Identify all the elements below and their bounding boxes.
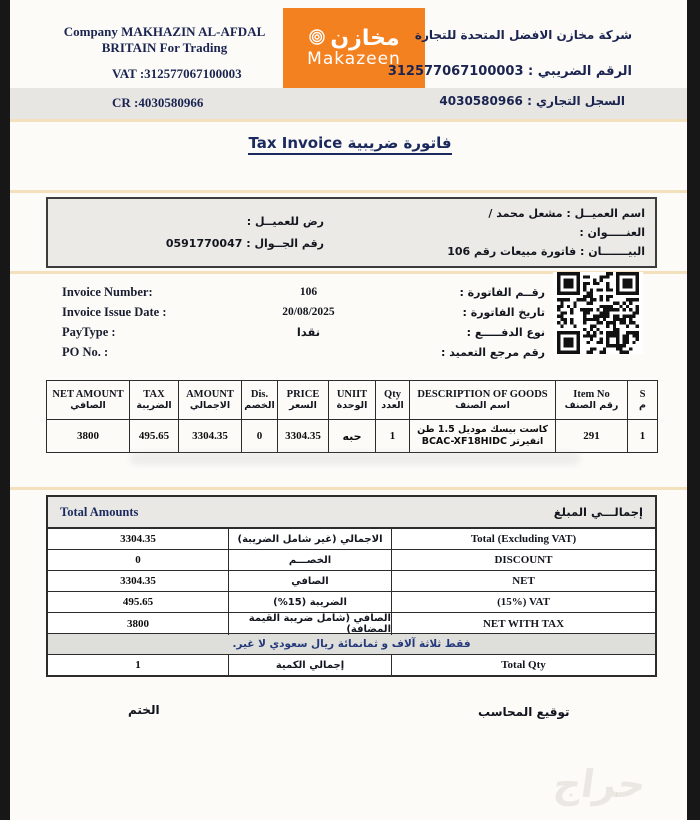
logo-arabic-text: مخازن (330, 26, 400, 51)
company-name-en-line2: BRITAIN For Trading (101, 40, 228, 55)
vat-label-ar: الضريبة (15%) (229, 592, 392, 612)
col-serial: S م (628, 381, 658, 420)
total-excl-vat-label-ar: الاجمالي (غير شامل الضريبة) (229, 529, 392, 549)
items-header-row (47, 381, 658, 420)
item-description (410, 420, 556, 453)
col-discount: Dis. الخصم (242, 381, 278, 420)
haraj-watermark: حراج (550, 762, 649, 806)
accountant-signature-label: توقيع المحاسب (478, 705, 570, 719)
po-number-label-ar: رقم مرجع التعميد : (441, 345, 545, 359)
item-description-line2: انفيرتر BCAC-XF18HIDC (421, 436, 544, 447)
invoice-date-label-ar: تاريخ الفاتورة : (462, 305, 545, 319)
discount-row (48, 550, 655, 571)
paytype-label-ar: نوع الدفـــــع : (466, 325, 545, 339)
total-excl-vat-row (48, 529, 655, 550)
invoice-title-text: فاتورة ضريبية Tax Invoice (248, 134, 451, 155)
vat-row (48, 592, 655, 613)
customer-offer-label: رض للعميــل : (246, 215, 324, 228)
amount-in-words: فقط ثلاثة آلاف و ثمانمائة ريال سعودي لا غير. (48, 634, 655, 655)
photo-left-edge (0, 0, 10, 820)
stamp-label: الختم (128, 703, 160, 717)
discount-label-en: DISCOUNT (494, 554, 553, 566)
net-label-en: NET (512, 575, 535, 587)
logo-spiral-icon (308, 28, 326, 51)
vat-number-en: VAT :312577067100003 (112, 66, 242, 81)
discount-value: 0 (48, 550, 229, 570)
net-value: 3304.35 (48, 571, 229, 591)
col-net-amount: NET AMOUNT الصافي (47, 381, 130, 420)
qr-code (553, 272, 643, 354)
company-name-ar: شركة مخازن الافضل المتحدة للتجارة (414, 28, 632, 42)
totals-header (48, 497, 655, 529)
col-unit: UNIIT الوحدة (329, 381, 376, 420)
col-tax: TAX الضريبة (130, 381, 179, 420)
vat-label-en: (15%) VAT (497, 596, 550, 608)
photo-right-edge (687, 0, 700, 820)
separator-line-2 (10, 190, 687, 193)
company-name-en-line1: Company MAKHAZIN AL-AFDAL (63, 24, 266, 39)
invoice-title (0, 134, 700, 153)
net-with-tax-label-ar: الصافي (شامل ضريبة القيمة المضافة) (229, 613, 392, 635)
item-price: 3304.35 (278, 420, 329, 453)
item-qty: 1 (376, 420, 410, 453)
net-with-tax-value: 3800 (48, 613, 229, 635)
invoice-date-value: 20/08/2025 (282, 306, 335, 318)
total-excl-vat-label-en: Total (Excluding VAT) (470, 533, 577, 545)
item-serial: 1 (628, 420, 658, 453)
item-row (47, 420, 658, 453)
item-tax: 495.65 (130, 420, 179, 453)
logo-latin-text: Makazeen (307, 48, 401, 69)
cr-number-ar: السجل التجاري : 4030580966 (439, 94, 625, 108)
item-amount: 3304.35 (179, 420, 242, 453)
invoice-date-label: Invoice Issue Date : (62, 304, 167, 319)
totals-title-en: Total Amounts (60, 504, 139, 519)
invoice-number-label: Invoice Number: (62, 284, 153, 299)
company-name-en (52, 24, 277, 56)
po-number-label: PO No. : (62, 344, 109, 359)
paytype-value: نقدا (296, 325, 321, 339)
customer-statement: البيـــــــان : فاتورة مبيعات رقم 106 (447, 245, 645, 258)
total-qty-label-en: Total Qty (501, 659, 546, 671)
col-item-no: Item No رقم الصنف (556, 381, 628, 420)
paytype-label: PayType : (62, 324, 116, 339)
net-with-tax-row (48, 613, 655, 634)
cr-number-en: CR :4030580966 (112, 95, 204, 110)
item-number: 291 (556, 420, 628, 453)
col-qty: Qty العدد (376, 381, 410, 420)
col-description: DESCRIPTION OF GOODS اسم الصنف (410, 381, 556, 420)
net-row (48, 571, 655, 592)
customer-mobile: رقم الجــوال : 0591770047 (165, 237, 324, 250)
net-label-ar: الصافي (229, 571, 392, 591)
cr-band (10, 88, 687, 119)
separator-line-1 (10, 119, 687, 122)
item-net: 3800 (47, 420, 130, 453)
items-table (46, 380, 658, 453)
total-qty-row (48, 655, 655, 675)
vat-number-ar: الرقم الضريبي : 312577067100003 (387, 64, 632, 79)
customer-details-ar (447, 204, 645, 261)
invoice-number-label-ar: رقــم الفاتورة : (459, 285, 545, 299)
discount-label-ar: الخصـــم (229, 550, 392, 570)
total-excl-vat-value: 3304.35 (48, 529, 229, 549)
customer-address: العنـــــوان : (579, 226, 645, 239)
item-unit: حبه (329, 420, 376, 453)
item-discount: 0 (242, 420, 278, 453)
print-smudge (130, 452, 580, 465)
col-amount: AMOUNT الاجمالي (179, 381, 242, 420)
total-qty-value: 1 (48, 655, 229, 675)
total-qty-label-ar: إجمالي الكمية (229, 655, 392, 675)
customer-contact (108, 211, 324, 255)
customer-info-box (46, 197, 657, 268)
totals-title-ar: إجمالـــي المبلغ (553, 505, 643, 519)
invoice-number-value: 106 (299, 286, 318, 298)
separator-line-4 (10, 487, 687, 490)
totals-box (46, 495, 657, 677)
net-with-tax-label-en: NET WITH TAX (482, 618, 565, 630)
invoice-meta (62, 282, 545, 362)
col-price: PRICE السعر (278, 381, 329, 420)
item-description-line1: كاست بيسك موديل 1.5 طن (417, 424, 548, 435)
vat-value: 495.65 (48, 592, 229, 612)
customer-name: اسم العميــل : مشعل محمد / (488, 207, 645, 220)
